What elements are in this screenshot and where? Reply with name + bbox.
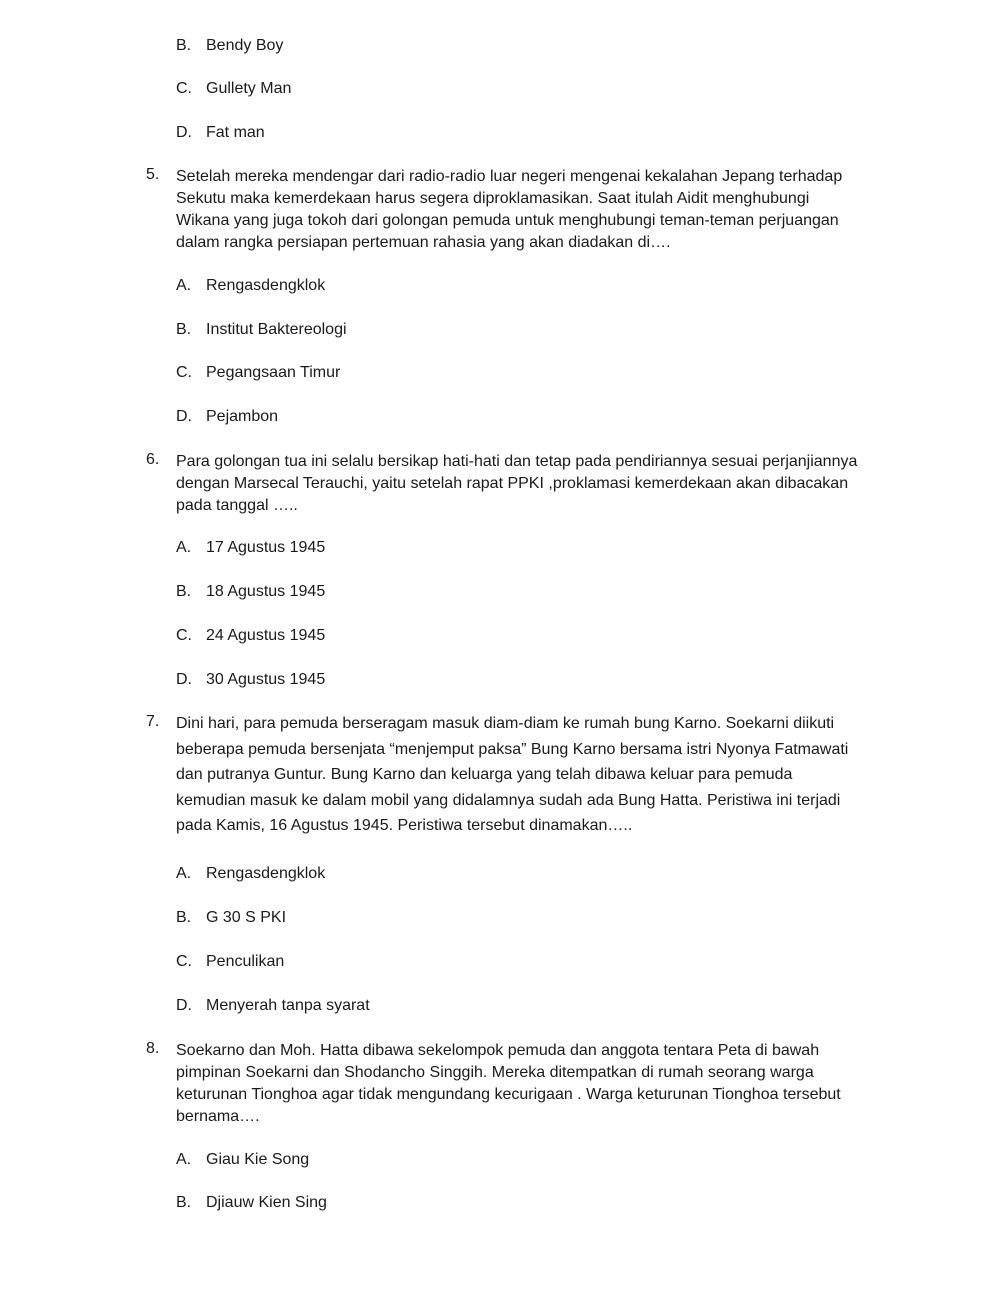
option-text: Rengasdengklok bbox=[206, 865, 326, 882]
option-letter: B. bbox=[176, 1194, 192, 1211]
question-line: dalam rangka persiapan pertemuan rahasia yang akan diadakan di…. bbox=[176, 234, 671, 251]
option-text: 17 Agustus 1945 bbox=[206, 539, 326, 556]
question-line: pimpinan Soekarni dan Shodancho Singgih. Mereka ditempatkan di rumah seorang warga bbox=[176, 1064, 814, 1081]
q8-option-a[interactable] bbox=[176, 1150, 309, 1170]
option-letter: C. bbox=[176, 627, 192, 644]
q6-option-a[interactable] bbox=[176, 538, 325, 558]
option-text: Pejambon bbox=[206, 408, 279, 425]
question-line: dengan Marsecal Terauchi, yaitu setelah rapat PPKI ,proklamasi kemerdekaan akan dibacakan bbox=[176, 475, 849, 492]
q5-option-d[interactable] bbox=[176, 407, 278, 427]
question-line: Sekutu maka kemerdekaan harus segera diproklamasikan. Saat itulah Aidit menghubungi bbox=[176, 190, 810, 207]
option-text: Fat man bbox=[206, 124, 265, 141]
option-text: Gullety Man bbox=[206, 80, 292, 97]
q7-option-a[interactable] bbox=[176, 864, 325, 884]
question-line: Dini hari, para pemuda berseragam masuk diam-diam ke rumah bung Karno. Soekarni diikuti bbox=[176, 715, 835, 732]
option-letter: C. bbox=[176, 364, 192, 381]
option-letter: C. bbox=[176, 80, 192, 97]
q6-option-c[interactable] bbox=[176, 626, 325, 646]
question-5 bbox=[146, 166, 886, 254]
question-line: Soekarno dan Moh. Hatta dibawa sekelompok pemuda dan anggota tentara Peta di bawah bbox=[176, 1042, 820, 1059]
option-letter: D. bbox=[176, 997, 192, 1014]
question-line: bernama…. bbox=[176, 1108, 260, 1125]
option-d[interactable] bbox=[176, 123, 265, 143]
option-letter: A. bbox=[176, 277, 192, 294]
question-number: 5. bbox=[146, 166, 160, 183]
question-line: kemudian masuk ke dalam mobil yang didalamnya sudah ada Bung Hatta. Peristiwa ini terjadi bbox=[176, 791, 841, 809]
option-letter: B. bbox=[176, 583, 192, 600]
q5-option-b[interactable] bbox=[176, 320, 347, 340]
option-text: Penculikan bbox=[206, 953, 285, 970]
question-number: 7. bbox=[146, 713, 160, 730]
question-line: keturunan Tionghoa agar tidak mengundang kecurigaan . Warga keturunan Tionghoa tersebut bbox=[176, 1086, 841, 1103]
q5-option-c[interactable] bbox=[176, 363, 340, 383]
q7-option-d[interactable] bbox=[176, 996, 370, 1016]
question-6 bbox=[146, 451, 886, 517]
question-line: dan putranya Guntur. Bung Karno dan keluarga yang telah dibawa keluar para pemuda bbox=[176, 766, 793, 783]
question-line: pada tanggal ….. bbox=[176, 497, 298, 514]
option-letter: A. bbox=[176, 1151, 192, 1168]
option-text: Institut Baktereologi bbox=[206, 321, 347, 338]
question-line: Setelah mereka mendengar dari radio-radio luar negeri mengenai kekalahan Jepang terhadap bbox=[176, 168, 843, 185]
q6-option-b[interactable] bbox=[176, 582, 325, 602]
q6-option-d[interactable] bbox=[176, 670, 325, 690]
option-text: 18 Agustus 1945 bbox=[206, 583, 326, 600]
option-text: Pegangsaan Timur bbox=[206, 364, 341, 381]
question-line: Para golongan tua ini selalu bersikap hati-hati dan tetap pada pendiriannya sesuai perjanjiannya bbox=[176, 453, 858, 470]
option-text: G 30 S PKI bbox=[206, 909, 287, 926]
option-letter: B. bbox=[176, 321, 192, 338]
option-b[interactable] bbox=[176, 36, 283, 56]
question-number: 8. bbox=[146, 1040, 160, 1057]
option-c[interactable] bbox=[176, 79, 291, 99]
q5-option-a[interactable] bbox=[176, 276, 325, 296]
question-text bbox=[176, 1040, 886, 1128]
option-letter: D. bbox=[176, 671, 192, 688]
option-letter: D. bbox=[176, 124, 192, 141]
question-number: 6. bbox=[146, 451, 160, 468]
option-letter: C. bbox=[176, 953, 192, 970]
option-text: Bendy Boy bbox=[206, 37, 284, 54]
option-text: Rengasdengklok bbox=[206, 277, 326, 294]
q7-option-c[interactable] bbox=[176, 952, 284, 972]
question-7 bbox=[146, 711, 886, 839]
q7-option-b[interactable] bbox=[176, 908, 286, 928]
option-text: Djiauw Kien Sing bbox=[206, 1194, 327, 1211]
option-letter: A. bbox=[176, 865, 192, 882]
option-text: Giau Kie Song bbox=[206, 1151, 310, 1168]
q8-option-b[interactable] bbox=[176, 1193, 327, 1213]
question-line: pada Kamis, 16 Agustus 1945. Peristiwa tersebut dinamakan….. bbox=[176, 817, 633, 834]
question-line: Wikana yang juga tokoh dari golongan pemuda untuk menghubungi teman-teman perjuangan bbox=[176, 212, 839, 229]
question-line: beberapa pemuda bersenjata “menjemput paksa” Bung Karno bersama istri Nyonya Fatmawati bbox=[176, 740, 849, 758]
question-text bbox=[176, 451, 886, 517]
option-text: 30 Agustus 1945 bbox=[206, 671, 326, 688]
question-8 bbox=[146, 1040, 886, 1128]
question-text bbox=[176, 166, 886, 254]
question-text bbox=[176, 711, 886, 839]
option-letter: A. bbox=[176, 539, 192, 556]
option-text: 24 Agustus 1945 bbox=[206, 627, 326, 644]
option-text: Menyerah tanpa syarat bbox=[206, 997, 370, 1014]
option-letter: B. bbox=[176, 37, 192, 54]
option-letter: B. bbox=[176, 909, 192, 926]
option-letter: D. bbox=[176, 408, 192, 425]
